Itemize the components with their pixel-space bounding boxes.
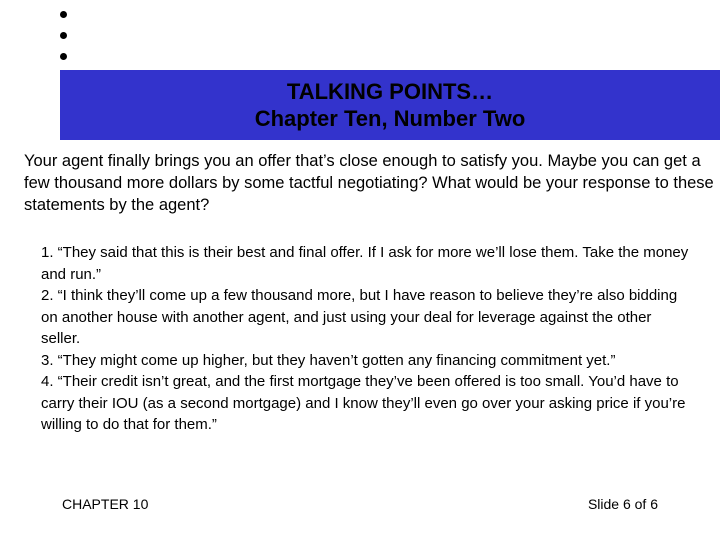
intro-paragraph: Your agent finally brings you an offer that’s close enough to satisfy you. Maybe you can get a few thousand more dollars by some tactful negotiating? What would be your response to these statements by the agent? <box>24 152 714 214</box>
title-banner <box>60 70 720 140</box>
statement-item: 2. “I think they’ll come up a few thousand more, but I have reason to believe they’re also bidding on another house with another agent, and just using your deal for leverage against the other seller. <box>41 287 678 347</box>
slide-title-line-2: Chapter Ten, Number Two <box>254 106 526 131</box>
statement-item: 4. “Their credit isn’t great, and the first mortgage they’ve been offered is too small. You’d have to carry their IOU (as a second mortgage) and I know they’ll even go over your asking price if you’re willing to do that for them.” <box>41 373 686 433</box>
footer-chapter: CHAPTER 10 <box>62 496 149 512</box>
statement-item: 1. “They said that this is their best and final offer. If I ask for more we’ll lose them. Take the money and run.” <box>41 244 689 283</box>
statement-item: 3. “They might come up higher, but they haven’t gotten any financing commitment yet.” <box>41 351 616 369</box>
footer-slide-number: Slide 6 of 6 <box>587 496 658 512</box>
slide-title-line-1: TALKING POINTS… <box>286 79 494 104</box>
statement-list <box>41 242 691 436</box>
